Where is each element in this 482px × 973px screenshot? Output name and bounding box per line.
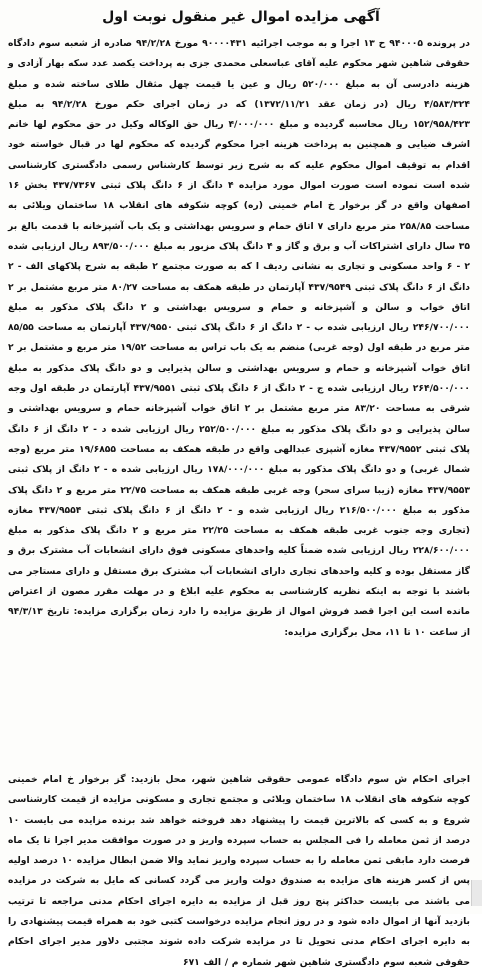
page-edge-tab — [471, 880, 482, 906]
notice-body-continued: اجرای احکام ش سوم دادگاه عمومی حقوقی شاهین شهر، محل بازدید: گز برخوار خ امام خمینی کوچه شکوفه های انقلاب ۱۸ ساختمان ویلائی و مجتمع تجاری و مسکونی مزایده از قیمت کارشناسی شروع و به کسی که بالاترین قیمت را پیشنهاد دهد فروخته خواهد شد برنده مزایده می بایست ۱۰ درصد از ثمن معامله را فی المجلس به حساب سپرده واریز و در صورت موافقت مدیر اجرا تا یک ماه فرصت دارد مابقی ثمن معامله را به حساب سپرده واریز نماید والا ضمن ابطال مزایده ۱۰ درصد اولیه پس از کسر هزینه های مزایده به صندوق دولت واریز می گردد کسانی که مایل به شرکت در مزایده می باشند می بایست حداکثر پنج روز قبل از مزایده به دایره اجرای احکام مدنی مراجعه تا ترتیب بازدید آنها از اموال داده شود و در روز انجام مزایده درخواست کتبی خود به همراه قیمت پیشنهادی را به دایره اجرای احکام مدنی تحویل تا در مزایده شرکت داده شوند مجتبی دلاور مدیر اجرای احکام حقوقی شعبه سوم دادگستری شاهین شهر شماره م / الف ۶۷۱ — [8, 774, 470, 968]
notice-body: در پرونده ۹۴۰۰۰۵ ح ۱۳ اجرا و به موجب اجرائیه ۹۰۰۰۰۴۳۱ مورخ ۹۴/۲/۲۸ صادره از شعبه سوم دادگاه حقوقی شاهین شهر محکوم علیه آقای عباسعلی محمدی جزی به پرداخت یکصد عدد سکه بهار آزادی و هزینه دادرسی آن به مبلغ ۵۲۰/۰۰۰ ریال و عین یا قیمت چهل مثقال طلای ساخته شده و مبلغ ۴/۵۸۳/۳۲۴ ریال (در زمان عقد ۱۳۷۲/۱۱/۲۱) که در زمان اجرای حکم مورخ ۹۴/۲/۲۸ به مبلغ ۱۵۲/۹۵۸/۴۲۳ ریال محاسبه گردیده و مبلغ ۴/۰۰۰/۰۰۰ ریال حق الوکاله وکیل در حق محکوم لها خانم اشرف ضیایی و همچنین به پرداخت هزینه اجرا محکوم گردیده که محکوم لها در قبال خواسته خود اقدام به توقیف اموال محکوم علیه که به شرح زیر توسط کارشناس رسمی دادگستری کارشناسی شده است نموده است صورت اموال مورد مزایده ۴ دانگ از ۶ دانگ پلاک ثبتی ۴۳۷/۷۳۶۷ بخش ۱۶ اصفهان واقع در گز برخوار خ امام خمینی (ره) کوچه شکوفه های انقلاب ۱۸ ساختمان ویلائی به مساحت ۲۵۸/۸۵ متر مربع دارای ۷ اتاق حمام و سرویس بهداشتی و یک باب آشپزخانه با قدمت بالغ بر ۳۵ سال دارای اشتراکات آب و برق و گاز و ۴ دانگ پلاک مزبور به مبلغ ۸۹۳/۵۰۰/۰۰۰ ریال ارزیابی شده ۲ - ۶ واحد مسکونی و تجاری به نشانی ردیف ا که به صورت مجتمع ۲ طبقه به شرح پلاکهای الف - ۲ دانگ از ۶ دانگ پلاک ثبتی ۴۳۷/۹۵۴۹ آپارتمان در طبقه همکف به مساحت ۸۰/۲۷ متر مربع مشتمل بر ۲ اتاق خواب و سالن و آشپزخانه و حمام و سرویس بهداشتی و ۲ دانگ پلاک مذکور به مبلغ ۲۴۶/۷۰۰/۰۰۰ ریال ارزیابی شده ب - ۲ دانگ از ۶ دانگ پلاک ثبتی ۴۳۷/۹۵۵۰ آپارتمان به مساحت ۸۵/۵۵ متر مربع در طبقه اول (وجه غربی) منضم به یک باب تراس به مساحت ۱۹/۵۲ متر مربع و مشتمل بر ۲ اتاق خواب آشپزخانه و حمام و سرویس بهداشتی و سالن پذیرایی و دو دانگ پلاک مذکور به مبلغ ۲۶۴/۵۰۰/۰۰۰ ریال ارزیابی شده ج - ۲ دانگ از ۶ دانگ پلاک ثبتی ۴۳۷/۹۵۵۱ آپارتمان در طبقه اول وجه شرقی به مساحت ۸۳/۲۰ متر مربع مشتمل بر ۲ اتاق خواب آشپزخانه حمام و سرویس بهداشتی و سالن پذیرایی و دو دانگ پلاک مذکور به مبلغ ۲۵۲/۵۰۰/۰۰۰ ریال ارزیابی شده د - ۲ دانگ از ۶ دانگ پلاک ثبتی ۴۳۷/۹۵۵۲ مغازه آشپزی عبدالهی واقع در طبقه همکف به مساحت ۱۹/۶۸۵۵ متر مربع (وجه شمال غربی) و دو دانگ پلاک مذکور به مبلغ ۱۷۸/۰۰۰/۰۰۰ ریال ارزیابی شده ه - ۲ دانگ از پلاک ثبتی ۴۳۷/۹۵۵۳ مغازه (زیبا سرای سحر) وجه غربی طبقه همکف به مساحت ۲۲/۷۵ متر مربع و ۲ دانگ پلاک مذکور به مبلغ ۲۱۶/۵۰۰/۰۰۰ ریال ارزیابی شده و - ۲ دانگ از ۶ دانگ پلاک ثبتی ۴۳۷/۹۵۵۴ مغازه (تجاری وجه جنوب غربی طبقه همکف به مساحت ۲۲/۲۵ متر مربع و ۲ دانگ پلاک مذکور به مبلغ ۲۲۸/۶۰۰/۰۰۰ ریال ارزیابی شده ضمناً کلیه واحدهای مسکونی فوق دارای انشعابات آب مشترک برق و گاز مستقل بوده و کلیه واحدهای تجاری دارای انشعابات آب مشترک برق مستقل و دارای مستاجر می باشند با توجه به اینکه نظریه کارشناسی به محکوم علیه ابلاغ و در مهلت مقرر مصون از اعتراض مانده است این اجرا قصد فروش اموال از طریق مزایده را دارد زمان برگزاری مزایده: تاریخ ۹۴/۳/۱۳ از ساعت ۱۰ تا ۱۱، محل برگزاری مزایده: — [8, 38, 471, 638]
notice-title: آگهی مزایده اموال غیر منقول نوبت اول — [102, 9, 380, 25]
